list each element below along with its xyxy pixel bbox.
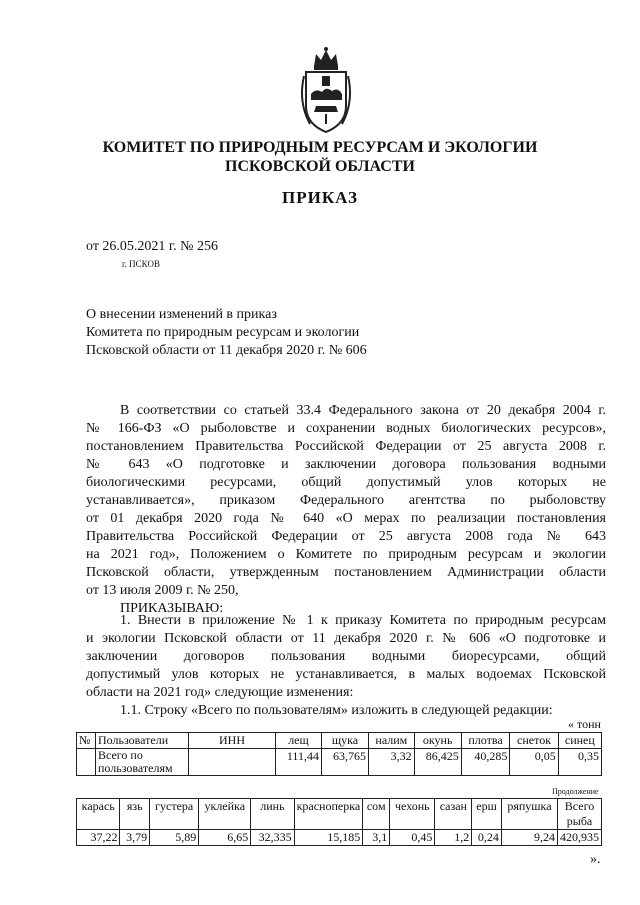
text-line: биологическими ресурсами, общий допустимый улов которых не (86, 475, 606, 490)
table-cell: 0,24 (472, 830, 502, 846)
table-header-cell: № (77, 733, 96, 749)
table-header-cell: язь (120, 799, 150, 830)
document-city: г. ПСКОВ (122, 259, 160, 269)
table-cell: 0,35 (558, 749, 601, 776)
order-word: ПРИКАЗЫВАЮ: (120, 601, 224, 616)
table-row (77, 749, 602, 776)
organization-name-line2: ПСКОВСКОЙ ОБЛАСТИ (225, 158, 415, 175)
table-header-row (77, 799, 602, 830)
closing-quote: ». (590, 852, 601, 867)
table-cell: 3,32 (369, 749, 415, 776)
table-cell: 15,185 (294, 830, 363, 846)
table-header-cell: густера (150, 799, 199, 830)
table-header-cell: красноперка (294, 799, 363, 830)
table-header-cell: окунь (414, 733, 461, 749)
text-line: от 01 декабря 2020 года № 640 «О мерах по реализации постановления (86, 511, 606, 526)
preamble-paragraph (86, 402, 606, 618)
document-type: ПРИКАЗ (282, 188, 358, 207)
subject-line: Комитета по природным ресурсам и экологии (86, 325, 360, 340)
table-cell: 5,89 (150, 830, 199, 846)
table-header-cell: снеток (510, 733, 558, 749)
table-cell: 40,285 (461, 749, 510, 776)
table-header-cell: линь (251, 799, 294, 830)
table-header-cell: сом (363, 799, 390, 830)
table-cell: 63,765 (321, 749, 368, 776)
item1-paragraph (86, 612, 606, 720)
quota-table-part1 (76, 732, 602, 776)
text-line: постановлением Правительства Российской Федерации от 25 августа 2008 г. (86, 439, 606, 454)
text-line: Правительства Российской Федерации от 25 августа 2008 года № 643 (86, 529, 606, 544)
table-cell: 1,2 (435, 830, 472, 846)
table-cell: 32,335 (251, 830, 294, 846)
document-date-number: от 26.05.2021 г. № 256 (86, 239, 218, 254)
table-header-cell: ряпушка (501, 799, 557, 830)
item1-1-text: 1.1. Строку «Всего по пользователям» изложить в следующей редакции: (120, 703, 553, 718)
pskov-coat-of-arms-icon (298, 46, 354, 134)
table-header-cell: сазан (435, 799, 472, 830)
quota-table-part2 (76, 798, 602, 846)
table-header-row (77, 733, 602, 749)
table-header-cell: плотва (461, 733, 510, 749)
organization-name-line1: КОМИТЕТ ПО ПРИРОДНЫМ РЕСУРСАМ И ЭКОЛОГИИ (102, 139, 538, 156)
text-line: 1. Внести в приложение № 1 к приказу Комитета по природным ресурсам (120, 613, 606, 628)
text-line: устанавливается», приказом Федерального агентства по рыболовству (86, 493, 606, 508)
table-cell: 86,425 (414, 749, 461, 776)
subject-line: О внесении изменений в приказ (86, 307, 277, 322)
table-cell: Всего по пользователям (96, 749, 189, 776)
table-header-cell: ИНН (189, 733, 276, 749)
table-cell (77, 749, 96, 776)
table-header-cell: чехонь (390, 799, 435, 830)
table-cell: 420,935 (558, 830, 602, 846)
table-cell (189, 749, 276, 776)
table2-continuation-label: Продолжение (552, 787, 599, 796)
text-line: № 643 «О подготовке и заключении договора пользования водными (86, 457, 606, 472)
table1-unit: « тонн (568, 717, 601, 731)
table-cell: 9,24 (501, 830, 557, 846)
text-line: Псковской области, утвержденным постановлением Администрации области (86, 565, 606, 580)
table-header-cell: карась (77, 799, 120, 830)
table-header-cell: Всего рыба (558, 799, 602, 830)
table-header-cell: щука (321, 733, 368, 749)
table-cell: 3,1 (363, 830, 390, 846)
text-line: области на 2021 год» следующие изменения: (86, 685, 354, 700)
table-cell: 0,05 (510, 749, 558, 776)
table-cell: 6,65 (199, 830, 251, 846)
text-line: на 2021 год», Положением о Комитете по природным ресурсам и экологии (86, 547, 606, 562)
table-cell: 3,79 (120, 830, 150, 846)
text-line: заключении договоров пользования водными биоресурсами, общий (86, 649, 606, 664)
table-header-cell: ерш (472, 799, 502, 830)
table-header-cell: лещ (276, 733, 322, 749)
subject-line: Псковской области от 11 декабря 2020 г. № 606 (86, 343, 367, 358)
text-line: В соответствии со статьей 33.4 Федерального закона от 20 декабря 2004 г. (120, 403, 606, 418)
table-row (77, 830, 602, 846)
text-line: допустимый улов которых не устанавливается, в малых водоемах Псковской (86, 667, 606, 682)
table-header-cell: синец (558, 733, 601, 749)
table-cell: 111,44 (276, 749, 322, 776)
text-line: № 166-ФЗ «О рыболовстве и сохранении водных биологических ресурсов», (86, 421, 606, 436)
table-cell: 37,22 (77, 830, 120, 846)
text-line: от 13 июля 2009 г. № 250, (86, 583, 239, 598)
text-line: и экологии Псковской области от 11 декабря 2020 г. № 606 «О подготовке и (86, 631, 606, 646)
table-header-cell: налим (369, 733, 415, 749)
table-header-cell: уклейка (199, 799, 251, 830)
table-cell: 0,45 (390, 830, 435, 846)
table-header-cell: Пользователи (96, 733, 189, 749)
